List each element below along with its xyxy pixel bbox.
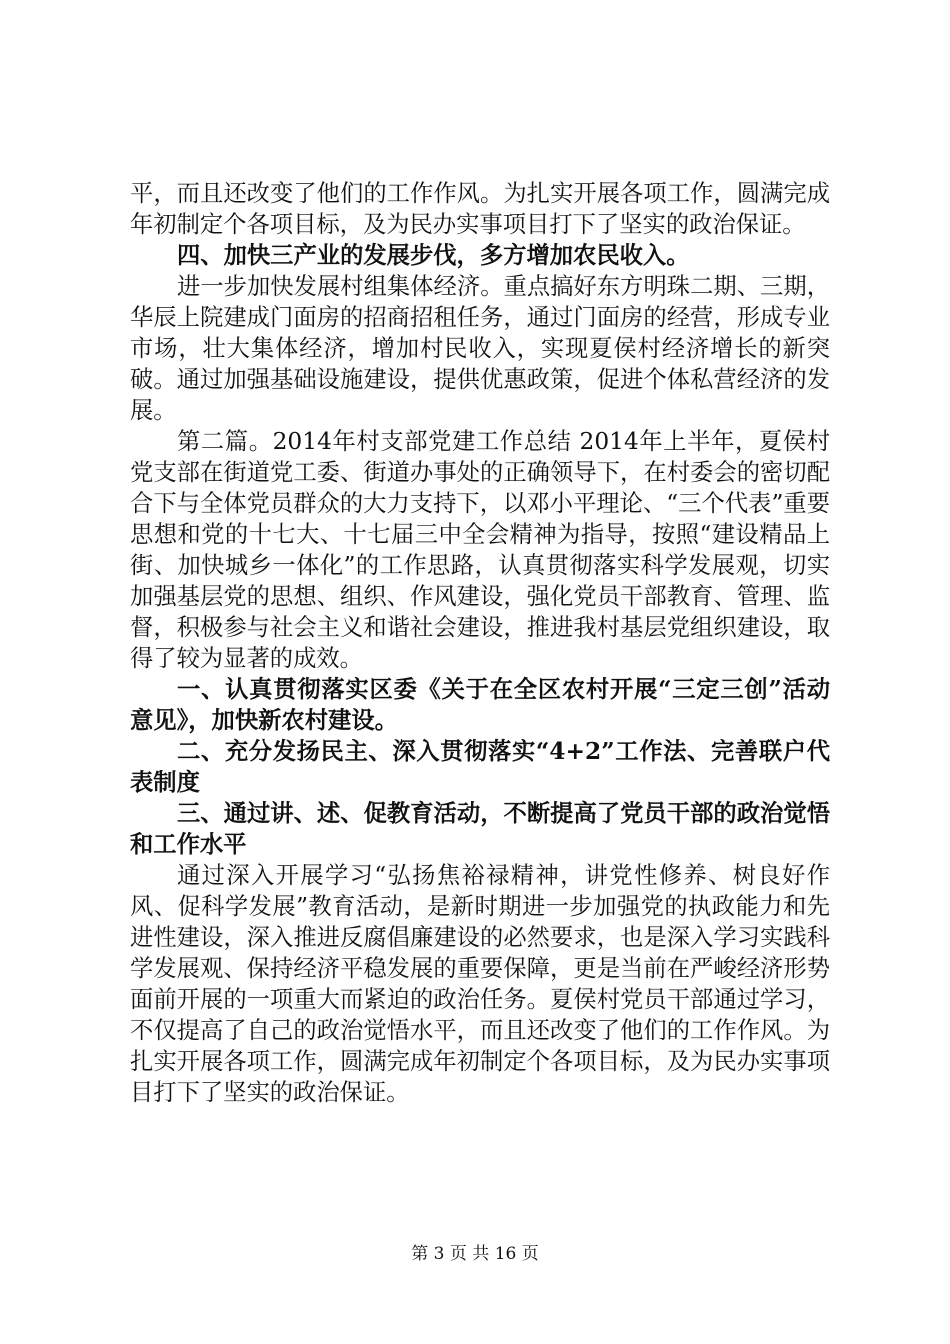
document-body [130, 178, 830, 1108]
paragraph-continuation: 平，而且还改变了他们的工作作风。为扎实开展各项工作，圆满完成年初制定个各项目标，及为民办实事项目打下了坚实的政治保证。 [130, 180, 830, 238]
paragraph-collective-economy: 进一步加快发展村组集体经济。重点搞好东方明珠二期、三期，华辰上院建成门面房的招商招租任务，通过门面房的经营，形成专业市场，壮大集体经济，增加村民收入，实现夏侯村经济增长的新突破。通过加强基础设施建设，提供优惠政策，促进个体私营经济的发展。 [130, 273, 830, 424]
heading-section-two: 二、充分发扬民主、深入贯彻落实“4+2”工作法、完善联户代表制度 [130, 738, 830, 796]
heading-section-one: 一、认真贯彻落实区委《关于在全区农村开展“三定三创”活动意见》，加快新农村建设。 [130, 676, 830, 734]
paragraph-education-activity: 通过深入开展学习“弘扬焦裕禄精神，讲党性修养、树良好作风、促科学发展”教育活动，是新时期进一步加强党的执政能力和先进性建设，深入推进反腐倡廉建设的必然要求，也是深入学习实践科学发展观、保持经济平稳发展的重要保障，更是当前在严峻经济形势面前开展的一项重大而紧迫的政治任务。夏侯村党员干部通过学习，不仅提高了自己的政治觉悟水平，而且还改变了他们的工作作风。为扎实开展各项工作，圆满完成年初制定个各项目标，及为民办实事项目打下了坚实的政治保证。 [130, 862, 830, 1106]
page-number-footer: 第 3 页 共 16 页 [411, 1244, 539, 1264]
heading-section-four: 四、加快三产业的发展步伐，多方增加农民收入。 [177, 242, 690, 269]
heading-section-three: 三、通过讲、述、促教育活动，不断提高了党员干部的政治觉悟和工作水平 [130, 800, 830, 858]
paragraph-second-article: 第二篇。2014年村支部党建工作总结 2014年上半年，夏侯村党支部在街道党工委、街道办事处的正确领导下，在村委会的密切配合下与全体党员群众的大力支持下，以邓小平理论、“三个代表”重要思想和党的十七大、十七届三中全会精神为指导，按照“建设精品上街、加快城乡一体化”的工作思路，认真贯彻落实科学发展观，切实加强基层党的思想、组织、作风建设，强化党员干部教育、管理、监督，积极参与社会主义和谐社会建设，推进我村基层党组织建设，取得了较为显著的成效。 [130, 428, 830, 672]
